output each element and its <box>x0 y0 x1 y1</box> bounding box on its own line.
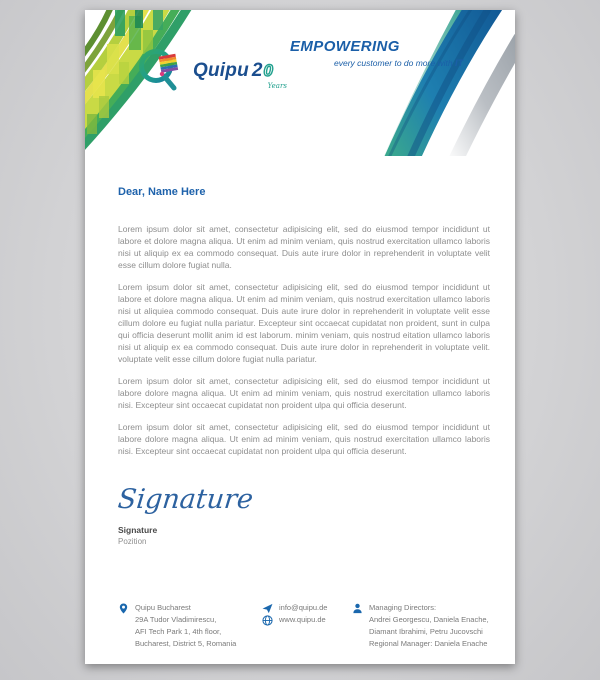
address-line: 29A Tudor Vladimirescu, <box>135 615 217 624</box>
paragraph: Lorem ipsum dolor sit amet, consectetur adipisicing elit, sed do eiusmod tempor incididunt ut labore et dolore magna aliqua. Ut enim ad minim veniam, quis nostrud exercitation ullamco laboris nisi ut aliquip ex ea commodo consequat. Duis aute irure dolor in reprehenderit in voluptate velit esse cillum dolore fugiat nulla. <box>118 224 490 270</box>
greeting: Dear, Name Here <box>118 186 206 198</box>
directors-line: Managing Directors: <box>369 603 437 612</box>
signature-script: Signature <box>116 484 255 515</box>
location-pin-icon <box>118 603 129 614</box>
footer-contact-column <box>262 602 352 650</box>
logo-wordmark <box>193 60 287 90</box>
paragraph: Lorem ipsum dolor sit amet, consectetur adipisicing elit, sed do eiusmod tempor incididunt ut labore dolore magna aliqua. Ut enim ad minim veniam, quis nostrud exercitation ullamco laboris nisi. Excepteur sint occaecat cupidatat non proident ulpa qui officia deserunt. <box>118 422 490 456</box>
logo-years-label: Years <box>267 82 287 90</box>
address-line: Bucharest, District 5, Romania <box>135 639 237 648</box>
directors-lines <box>369 602 489 650</box>
letter-page <box>85 10 515 664</box>
email-text[interactable]: info@quipu.de <box>279 603 328 612</box>
slogan-tagline <box>334 58 463 69</box>
signature-block <box>118 484 253 546</box>
letter-body <box>118 186 490 467</box>
signature-name-label: Signature <box>118 525 158 535</box>
globe-icon <box>262 615 273 626</box>
directors-line: Regional Manager: Daniela Enache <box>369 639 488 648</box>
address-line: Quipu Bucharest <box>135 603 191 612</box>
website-row <box>262 614 352 626</box>
blue-corner-decoration <box>343 10 515 156</box>
directors-line: Andrei Georgescu, Daniela Enache, <box>369 615 489 624</box>
paper-plane-icon <box>262 603 273 614</box>
slogan-tagline-text: every customer to do more with <box>334 58 455 68</box>
footer-address-column <box>118 602 262 650</box>
quipu-logo <box>135 44 287 94</box>
footer <box>118 602 493 650</box>
paragraph: Lorem ipsum dolor sit amet, consectetur adipisicing elit, sed do eiusmod tempor incididunt ut labore dolore magna aliqua. Ut enim ad minim veniam, quis nostrud exercitation ullamco laboris nisi. Excepteur sint occaecat cupidatat non proident ulpa qui officia deserunt. <box>118 376 490 410</box>
address-line: AFI Tech Park 1, 4th floor, <box>135 627 222 636</box>
slogan-tagline-bold: IT <box>454 58 464 69</box>
slogan-block <box>290 38 463 69</box>
email-row <box>262 602 352 614</box>
footer-directors-column <box>352 602 493 650</box>
website-text[interactable]: www.quipu.de <box>279 615 326 624</box>
logo-digit-two: 2 <box>251 60 263 81</box>
address-lines <box>135 602 236 650</box>
signature-position-label: Pozition <box>118 537 147 546</box>
person-icon <box>352 603 363 614</box>
logo-brand-text: Quipu <box>193 60 249 81</box>
paragraph: Lorem ipsum dolor sit amet, consectetur adipisicing elit, sed do eiusmod tempor incididunt ut labore et dolore magna aliqua. Ut enim ad minim veniam, quis nostrud exercitation ullamco laboris nisi ut aliquiea commodo consequat. Duis aute irure dolor in reprehenderit in voluptate velit esse cillum dolore eu fugiat nulla pariatur. Excepteur sint occaecat cupidatat non proident, sunt in culpa qui officia deserunt mollit anim id est laborum. minim veniam, quis nostrud eitation ullamco laboris nisi ut aliquip ex ea commodo consequat. Duis aute irure dolor in reprehenderit in voluptate velit. voluptate velit esse cillum dolore fugiat nulla pariatur. <box>118 282 490 364</box>
directors-line: Diamant Ibrahimi, Petru Jucovschi <box>369 627 483 636</box>
logo-digit-zero: 0 <box>263 61 273 80</box>
quipu-q-logo-icon <box>135 44 187 94</box>
slogan-title: EMPOWERING <box>290 38 400 55</box>
